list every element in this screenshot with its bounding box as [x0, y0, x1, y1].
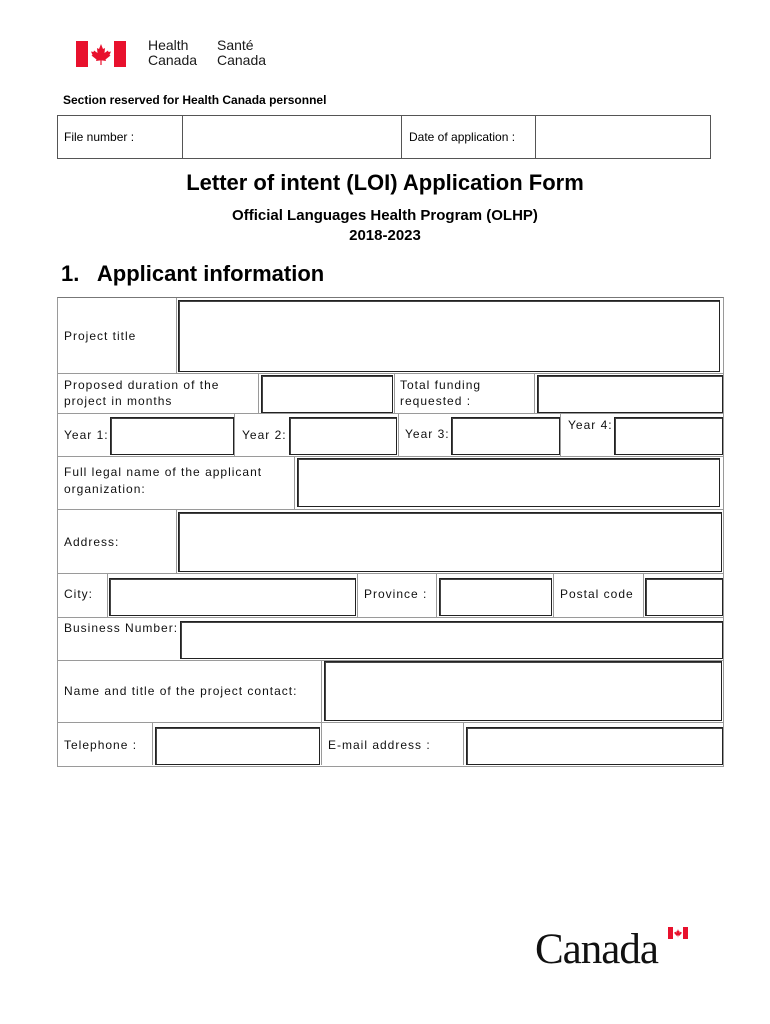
- col-divider: [152, 722, 153, 765]
- total-funding-label-line1: Total funding: [400, 378, 482, 392]
- email-field[interactable]: [466, 727, 723, 765]
- telephone-label: Telephone :: [64, 738, 138, 752]
- project-contact-label: Name and title of the project contact:: [64, 684, 298, 698]
- business-number-label: Business Number:: [64, 621, 179, 635]
- col-divider: [534, 373, 535, 413]
- year3-field[interactable]: [451, 417, 560, 455]
- canada-wordmark: [535, 925, 695, 975]
- total-funding-field[interactable]: [537, 375, 723, 413]
- wordmark-flag-icon: [668, 927, 688, 939]
- program-years: 2018-2023: [349, 227, 421, 244]
- department-name-en-line1: Health: [148, 37, 189, 53]
- health-canada-signature: [76, 38, 276, 72]
- city-label: City:: [64, 587, 93, 601]
- col-divider: [560, 413, 561, 456]
- col-divider: [463, 722, 464, 765]
- date-of-application-field[interactable]: [537, 117, 711, 158]
- postal-code-label: Postal code: [560, 587, 634, 601]
- department-name-en-line2: Canada: [148, 52, 198, 68]
- col-divider: [107, 573, 108, 617]
- section-heading: 1. Applicant information: [61, 261, 325, 286]
- reserved-heading: Section reserved for Health Canada personnel: [63, 93, 327, 107]
- form-title: Letter of intent (LOI) Application Form: [186, 170, 584, 195]
- col-divider: [176, 509, 177, 573]
- city-field[interactable]: [109, 578, 356, 616]
- year4-field[interactable]: [614, 417, 723, 455]
- row-divider: [57, 373, 724, 374]
- project-title-field[interactable]: [178, 300, 720, 372]
- year1-label: Year 1:: [64, 428, 109, 442]
- department-name-fr-line2: Canada: [217, 52, 267, 68]
- business-number-field[interactable]: [180, 621, 723, 659]
- address-label: Address:: [64, 535, 120, 549]
- year2-label: Year 2:: [242, 428, 287, 442]
- project-title-label: Project title: [64, 329, 137, 343]
- row-divider: [57, 509, 724, 510]
- telephone-field[interactable]: [155, 727, 320, 765]
- col-divider: [234, 413, 235, 456]
- legal-name-label-line2: organization:: [64, 482, 146, 496]
- duration-months-field[interactable]: [261, 375, 393, 413]
- year3-label: Year 3:: [405, 427, 450, 441]
- postal-code-field[interactable]: [645, 578, 723, 616]
- canada-flag-icon: [76, 41, 126, 67]
- file-number-label: File number :: [64, 130, 135, 144]
- project-contact-field[interactable]: [324, 661, 722, 721]
- department-name-fr-line1: Santé: [217, 37, 254, 53]
- row-divider: [57, 456, 724, 457]
- col-divider: [394, 373, 395, 413]
- col-divider: [643, 573, 644, 617]
- canada-wordmark-text: Canada: [535, 926, 658, 973]
- col-divider: [294, 456, 295, 509]
- col-divider: [176, 298, 177, 373]
- row-divider: [57, 617, 724, 618]
- year2-field[interactable]: [289, 417, 397, 455]
- total-funding-label-line2: requested :: [400, 394, 472, 408]
- province-label: Province :: [364, 587, 428, 601]
- year1-field[interactable]: [110, 417, 234, 455]
- col-divider: [357, 573, 358, 617]
- col-divider: [436, 573, 437, 617]
- row-divider: [57, 413, 724, 414]
- reserved-divider: [182, 115, 183, 159]
- program-name: Official Languages Health Program (OLHP): [232, 207, 538, 224]
- row-divider: [57, 722, 724, 723]
- file-number-field[interactable]: [184, 117, 402, 158]
- duration-label-line2: project in months: [64, 394, 173, 408]
- col-divider: [553, 573, 554, 617]
- row-divider: [57, 573, 724, 574]
- col-divider: [258, 373, 259, 413]
- duration-label-line1: Proposed duration of the: [64, 378, 220, 392]
- col-divider: [398, 413, 399, 456]
- reserved-divider: [535, 115, 536, 159]
- legal-name-field[interactable]: [297, 458, 720, 507]
- legal-name-label-line1: Full legal name of the applicant: [64, 465, 263, 479]
- year4-label: Year 4:: [568, 418, 613, 432]
- province-field[interactable]: [439, 578, 552, 616]
- col-divider: [321, 660, 322, 765]
- email-label: E-mail address :: [328, 738, 431, 752]
- address-field[interactable]: [178, 512, 722, 572]
- date-of-application-label: Date of application :: [409, 130, 516, 144]
